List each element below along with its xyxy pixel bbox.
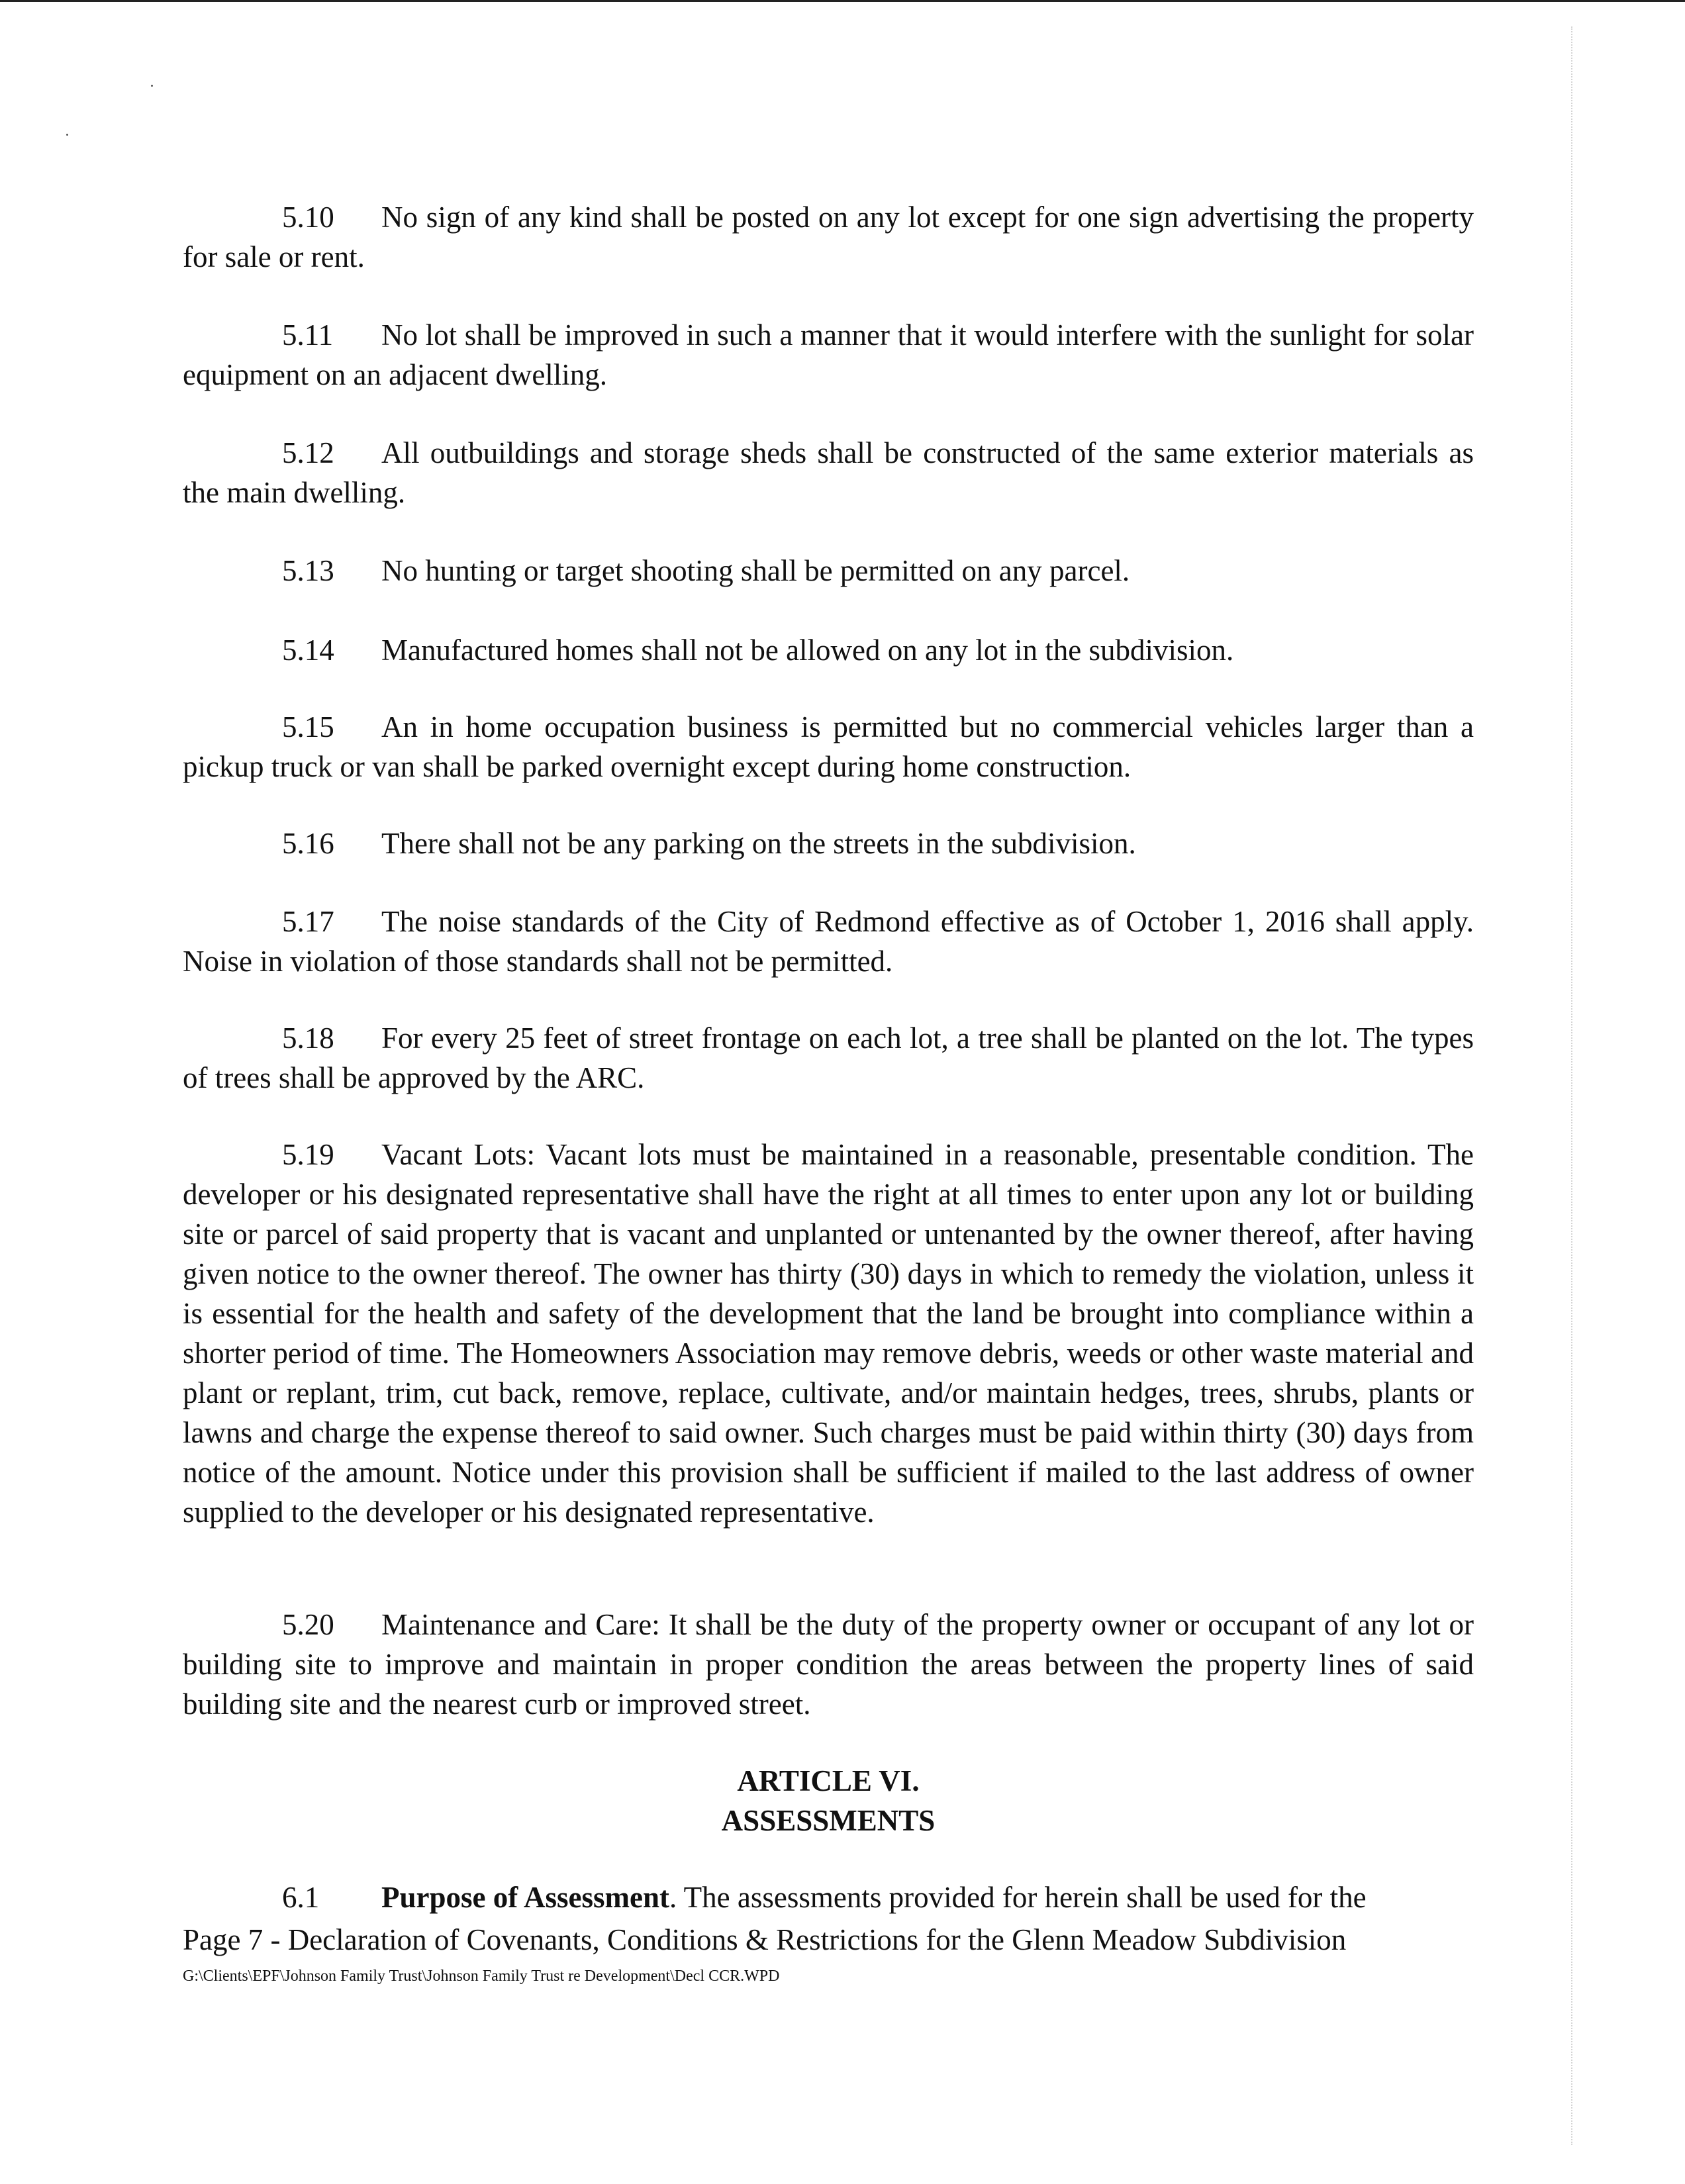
section-heading-period: .	[669, 1881, 677, 1914]
section-number: 5.17	[282, 905, 334, 938]
section-5-20	[183, 1605, 1474, 1724]
section-heading: Purpose of Assessment	[381, 1881, 669, 1914]
section-6-1	[183, 1877, 1474, 1917]
section-5-11	[183, 315, 1474, 395]
section-number: 5.15	[282, 710, 334, 743]
section-number: 5.11	[282, 318, 334, 352]
section-5-14	[183, 630, 1474, 670]
scan-top-edge	[0, 0, 1685, 2]
scan-speck	[66, 134, 68, 136]
section-5-15	[183, 707, 1474, 786]
page-footer: Page 7 - Declaration of Covenants, Conditions & Restrictions for the Glenn Meadow Subdivision	[183, 1923, 1347, 1956]
section-number: 5.14	[282, 634, 334, 667]
section-text: No hunting or target shooting shall be permitted on any parcel.	[381, 554, 1130, 587]
section-5-19	[183, 1135, 1474, 1532]
section-number: 5.12	[282, 436, 334, 469]
section-text: The assessments provided for herein shall be used for the	[677, 1881, 1367, 1914]
section-5-18	[183, 1018, 1474, 1098]
scan-edge-line	[1571, 26, 1572, 2145]
section-number: 5.20	[282, 1608, 334, 1641]
section-text: All outbuildings and storage sheds shall be constructed of the same exterior materials as the main dwelling.	[183, 436, 1474, 509]
section-text: Vacant Lots: Vacant lots must be maintained in a reasonable, presentable condition. The developer or his designated representative shall have the right at all times to enter upon any lot or building site or parcel of said property that is vacant and unplanted or untenanted by the owner thereof, after having given notice to the owner thereof. The owner has thirty (30) days in which to remedy the violation, unless it is essential for the health and safety of the development that the land be brought into compliance within a shorter period of time. The Homeowners Association may remove debris, weeds or other waste material and plant or replant, trim, cut back, remove, replace, cultivate, and/or maintain hedges, trees, shrubs, plants or lawns and charge the expense thereof to said owner. Such charges must be paid within thirty (30) days from notice of the amount. Notice under this provision shall be sufficient if mailed to the last address of owner supplied to the developer or his designated representative.	[183, 1138, 1474, 1529]
section-5-16	[183, 824, 1474, 863]
section-text: For every 25 feet of street frontage on each lot, a tree shall be planted on the lot. The types of trees shall be approved by the ARC.	[183, 1021, 1474, 1094]
article-title: ARTICLE VI.	[737, 1764, 920, 1797]
section-5-10	[183, 197, 1474, 277]
section-text: Maintenance and Care: It shall be the duty of the property owner or occupant of any lot or building site to improve and maintain in proper condition the areas between the property lines of said building site and the nearest curb or improved street.	[183, 1608, 1474, 1721]
section-text: An in home occupation business is permitted but no commercial vehicles larger than a pickup truck or van shall be parked overnight except during home construction.	[183, 710, 1474, 783]
section-number: 5.16	[282, 827, 334, 860]
section-number: 5.18	[282, 1021, 334, 1055]
article-subtitle: ASSESSMENTS	[721, 1804, 936, 1837]
section-5-12	[183, 433, 1474, 512]
section-text: There shall not be any parking on the streets in the subdivision.	[381, 827, 1136, 860]
section-number: 6.1	[282, 1881, 320, 1914]
section-5-17	[183, 902, 1474, 981]
section-number: 5.19	[282, 1138, 334, 1171]
article-heading	[183, 1761, 1474, 1840]
section-text: No sign of any kind shall be posted on any lot except for one sign advertising the property for sale or rent.	[183, 201, 1474, 273]
scan-speck	[151, 85, 153, 87]
section-text: No lot shall be improved in such a manner that it would interfere with the sunlight for solar equipment on an adjacent dwelling.	[183, 318, 1474, 391]
section-text: Manufactured homes shall not be allowed on any lot in the subdivision.	[381, 634, 1234, 667]
section-5-13	[183, 551, 1474, 591]
section-number: 5.13	[282, 554, 334, 587]
file-path: G:\Clients\EPF\Johnson Family Trust\Johnson Family Trust re Development\Decl CCR.WPD	[183, 1968, 780, 1985]
section-number: 5.10	[282, 201, 334, 234]
section-text: The noise standards of the City of Redmond effective as of October 1, 2016 shall apply. Noise in violation of those standards shall not be permitted.	[183, 905, 1474, 978]
